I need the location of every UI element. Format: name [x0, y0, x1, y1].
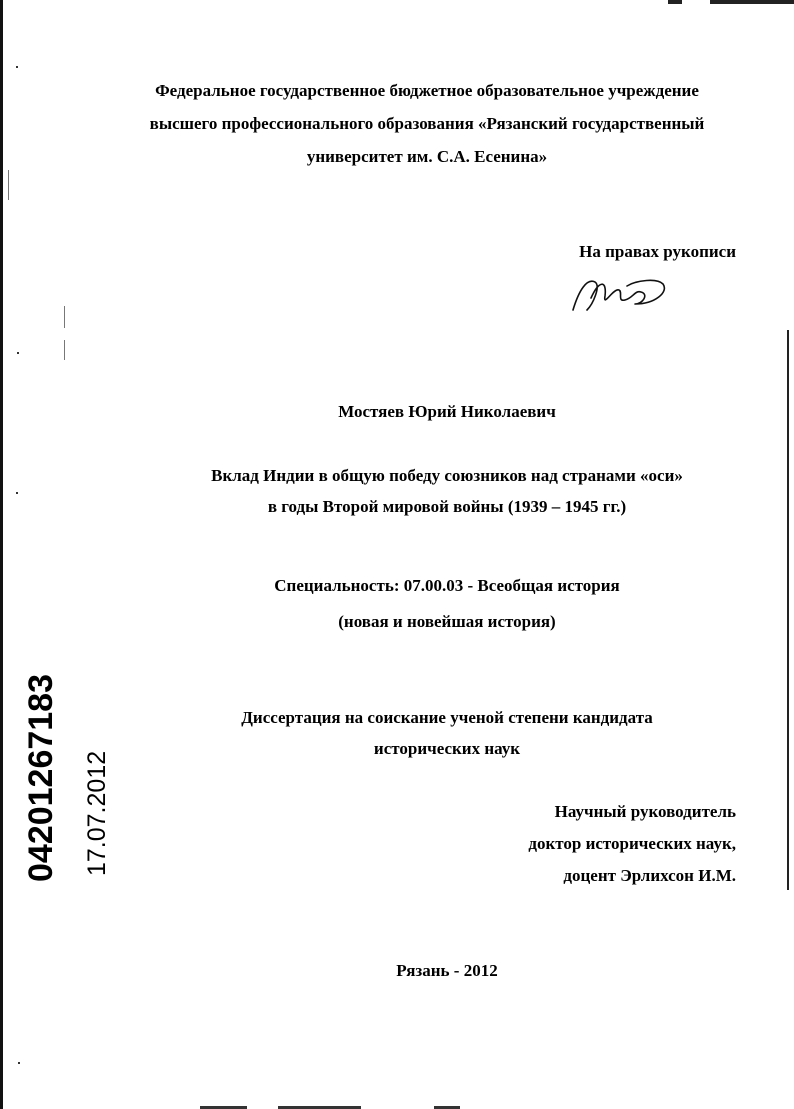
- institution-line-2: высшего профессионального образования «Рязанский государственный: [149, 114, 705, 133]
- scan-edge-top: [654, 0, 794, 4]
- stamp-number: 04201267183: [22, 673, 60, 882]
- degree-line-2: исторических наук: [373, 739, 521, 758]
- supervisor-line-1: Научный руководитель: [554, 802, 736, 821]
- scan-edge-left: [0, 0, 3, 1109]
- supervisor-line-2: доктор исторических наук,: [528, 834, 736, 853]
- supervisor-line-3: доцент Эрлихсон И.М.: [563, 866, 736, 885]
- scan-speck: [18, 1062, 20, 1064]
- library-stamp: [22, 652, 111, 882]
- dissertation-title-line-2: в годы Второй мировой войны (1939 – 1945 гг.): [267, 497, 627, 516]
- scan-tick: [64, 306, 65, 328]
- specialty-line-1: Специальность: 07.00.03 - Всеобщая история: [274, 576, 620, 595]
- stamp-date: 17.07.2012: [83, 750, 111, 876]
- scan-speck: [16, 66, 18, 68]
- signature-icon: [565, 270, 675, 320]
- institution-line-3: университет им. С.А. Есенина»: [306, 147, 548, 166]
- scan-tick: [64, 340, 65, 360]
- specialty-line-2: (новая и новейшая история): [338, 612, 556, 631]
- scan-speck: [16, 492, 18, 494]
- institution-line-1: Федеральное государственное бюджетное образовательное учреждение: [155, 81, 699, 100]
- rights-note: На правах рукописи: [579, 242, 736, 261]
- city-year: Рязань - 2012: [396, 961, 498, 980]
- scan-speck: [17, 352, 19, 354]
- degree-line-1: Диссертация на соискание ученой степени кандидата: [241, 708, 653, 727]
- scan-tick: [8, 170, 9, 200]
- dissertation-title-line-1: Вклад Индии в общую победу союзников над странами «оси»: [211, 466, 683, 485]
- author-name: Мостяев Юрий Николаевич: [338, 402, 556, 421]
